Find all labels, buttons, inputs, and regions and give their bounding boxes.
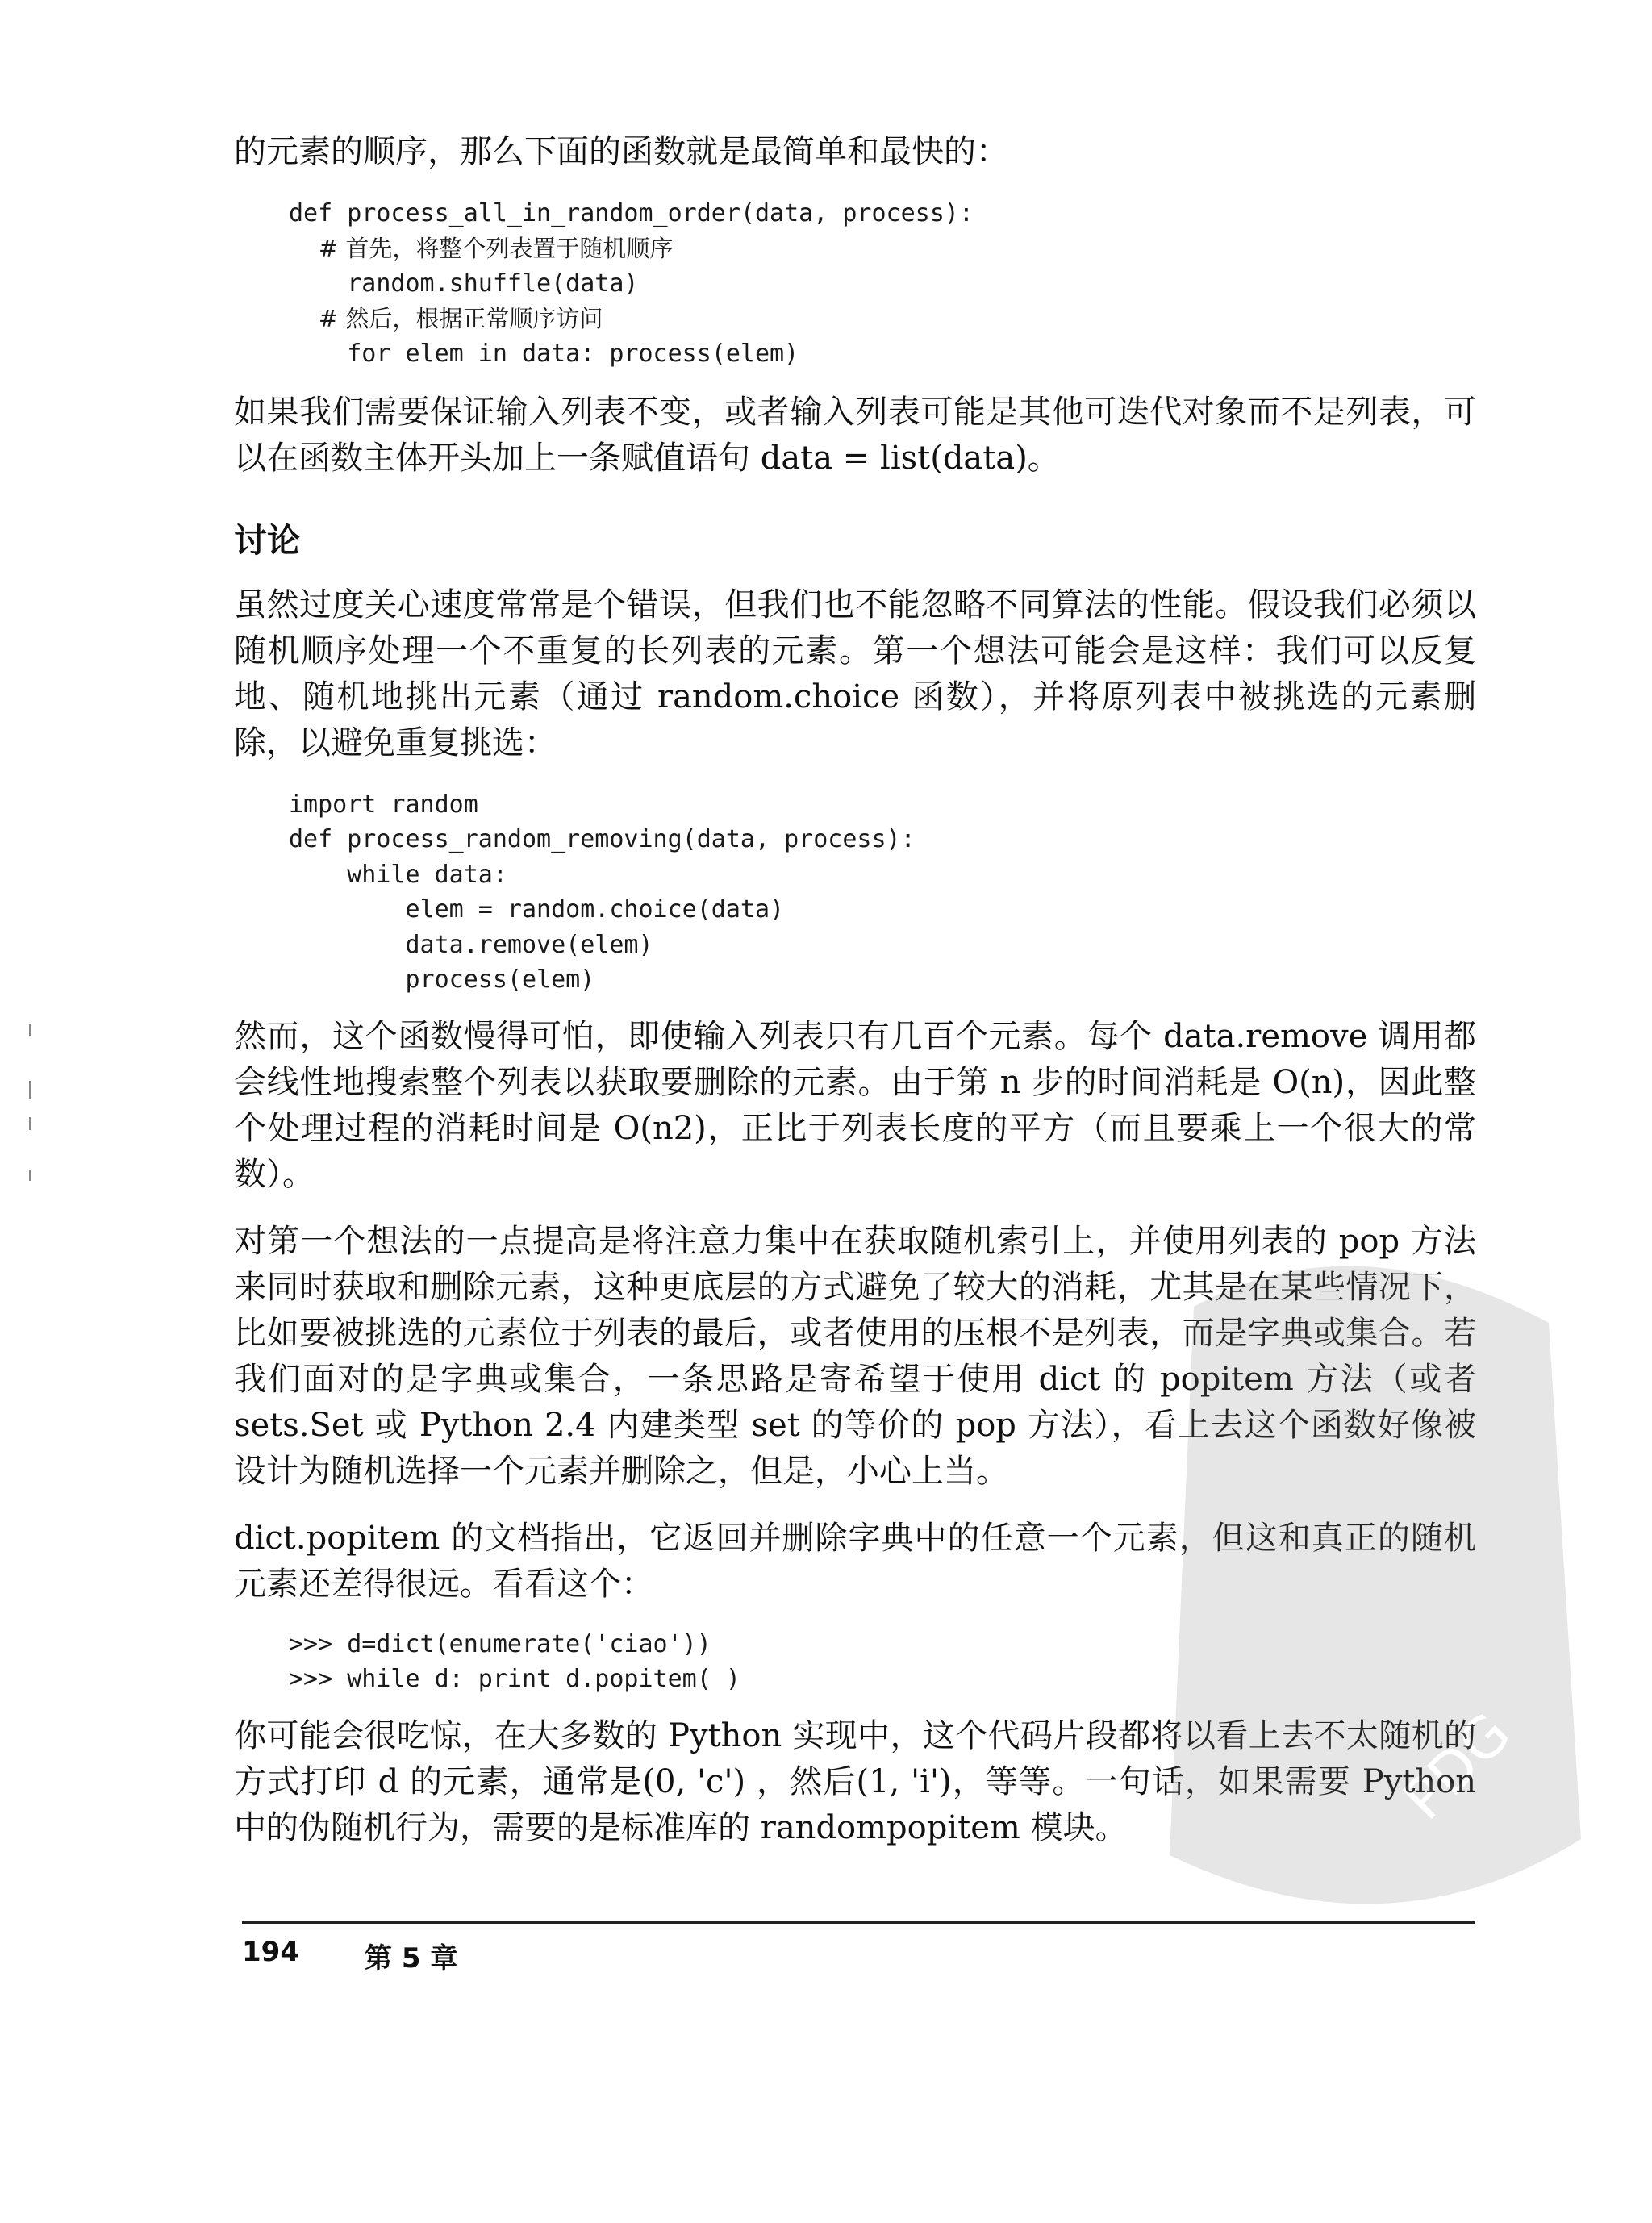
section-heading: 讨论: [234, 520, 300, 560]
paragraph-input-unchanged: 如果我们需要保证输入列表不变，或者输入列表可能是其他可迭代对象而不是列表，可以在函数主体开头加上一条赋值语句 data = list(data)。: [234, 393, 1476, 477]
page-footer: [242, 1936, 458, 1975]
code-line: data.remove(elem): [289, 930, 653, 959]
code-line: def process_all_in_random_order(data, process):: [289, 199, 974, 227]
footer-rule: [242, 1921, 1475, 1924]
margin-mark: [29, 1081, 31, 1099]
code-comment: # 首先，将整个列表置于随机顺序: [289, 234, 674, 262]
paragraph-surprise: 你可能会很吃惊，在大多数的 Python 实现中，这个代码片段都将以看上去不太随机的方式打印 d 的元素，通常是(0, 'c') ，然后(1, 'i')，等等。一句话，如果需要 Python 中的伪随机行为，需要的是标准库的 randompopitem 模块。: [234, 1716, 1476, 1846]
paragraph-slow: 然而，这个函数慢得可怕，即使输入列表只有几百个元素。每个 data.remove 调用都会线性地搜索整个列表以获取要删除的元素。由于第 n 步的时间消耗是 O(n)，因此整个处理过程的消耗时间是 O(n2)，正比于列表长度的平方（而且要乘上一个很大的常数）。: [234, 1017, 1476, 1193]
paragraph-pop-method: 对第一个想法的一点提高是将注意力集中在获取随机索引上，并使用列表的 pop 方法来同时获取和删除元素，这种更底层的方式避免了较大的消耗，尤其是在某些情况下，比如要被挑选的元素位于列表的最后，或者使用的压根不是列表，而是字典或集合。若我们面对的是字典或集合，一条思路是寄希望于使用 dict 的 popitem 方法（或者 sets.Set 或 Python 2.4 内建类型 set 的等价的 pop 方法），看上去这个函数好像被设计为随机选择一个元素并删除之，但是，小心上当。: [234, 1222, 1476, 1490]
chapter-label: 第 5 章: [365, 1942, 458, 1975]
code-line: elem = random.choice(data): [289, 895, 785, 924]
stamp-shape: [1170, 1266, 1581, 1904]
margin-mark: [29, 1170, 31, 1181]
code-line: process(elem): [289, 966, 595, 994]
paragraph-popitem-docs: dict.popitem 的文档指出，它返回并删除字典中的任意一个元素，但这和真正的随机元素还差得很远。看看这个：: [234, 1519, 1476, 1603]
code-comment: # 然后，根据正常顺序访问: [289, 304, 603, 332]
margin-mark: [29, 1024, 31, 1036]
code-line: import random: [289, 790, 478, 819]
library-stamp-watermark: [1145, 1210, 1597, 1952]
stamp-label: PDG: [1391, 1700, 1524, 1833]
code-line: for elem in data: process(elem): [289, 340, 799, 368]
code-line: random.shuffle(data): [289, 269, 639, 298]
code-line: def process_random_removing(data, process):: [289, 825, 916, 853]
code-line: >>> while d: print d.popitem( ): [289, 1665, 740, 1693]
intro-line: 的元素的顺序，那么下面的函数就是最简单和最快的：: [234, 133, 1008, 170]
page-number: 194: [242, 1936, 299, 1968]
code-block-removing: [234, 787, 1476, 998]
code-line: >>> d=dict(enumerate('ciao')): [289, 1629, 711, 1658]
code-block-shuffle: [234, 196, 1476, 372]
margin-mark: [29, 1117, 31, 1130]
code-line: while data:: [289, 860, 507, 889]
paragraph-performance: 虽然过度关心速度常常是个错误，但我们也不能忽略不同算法的性能。假设我们必须以随机顺序处理一个不重复的长列表的元素。第一个想法可能会是这样：我们可以反复地、随机地挑出元素（通过 random.choice 函数），并将原列表中被挑选的元素删除，以避免重复挑选：: [234, 586, 1476, 761]
